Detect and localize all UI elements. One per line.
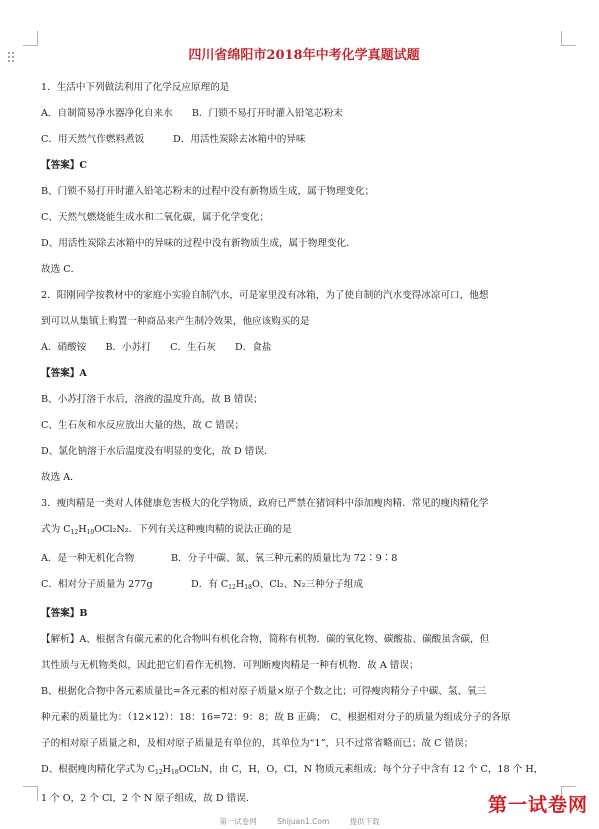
q3-analysis-line2: 其性质与无机物类似，因此把它们看作无机物．可判断瘦肉精是一种有机物．故 A 错误； (41, 660, 419, 671)
q1-explanation-c: C、天然气燃烧能生成水和二氧化碳，属于化学变化； (41, 212, 269, 223)
document-content (41, 46, 567, 805)
crop-mark-bottom-left (23, 786, 38, 801)
footer-download-note: 提供下载 (349, 817, 380, 826)
site-brand-logo: 第一试卷网 (487, 794, 588, 816)
q3-options-ab: A．是一种无机化合物 B．分子中碳、氮、氧三种元素的质量比为 72∶9∶8 (41, 553, 398, 564)
q2-explanation-b: B、小苏打溶于水后，溶液的温度升高，故 B 错误； (41, 394, 263, 405)
q1-explanation-d: D、用活性炭除去冰箱中的异味的过程中没有新物质生成，属于物理变化． (41, 238, 356, 249)
q2-explanation-d: D、氯化钠溶于水后温度没有明显的变化，故 D 错误． (41, 446, 274, 457)
drag-handle-icon[interactable] (8, 52, 16, 66)
crop-mark-top-right (561, 31, 576, 46)
q3-analysis-line6: D、根据瘦肉精化学式为 $C_{12}H_{18}OCl_2N$，由 C，H，O，Cl，N 物质元素组成；每个分子中含有 12 个 C，18 个 H， (41, 764, 544, 776)
q2-options: A．硝酸铵 B．小苏打 C．生石灰 D．食盐 (41, 342, 272, 353)
q1-explanation-b: B、门锁不易打开时灌入铅笔芯粉末的过程中没有新物质生成，属于物理变化； (41, 186, 375, 197)
footer-site-url[interactable]: Shijuan1.Com (277, 817, 330, 826)
document-title: 四川省绵阳市2018年中考化学真题试题 (188, 48, 420, 63)
crop-mark-top-left (23, 31, 38, 46)
footer-site-name: 第一试卷网 (219, 817, 257, 826)
q3-options-cd: C．相对分子质量为 277g D．有 $C_{12}H_{18}O$、Cl₂、N₂三种分子组成 (41, 579, 364, 591)
q3-stem-line1: 3．瘦肉精是一类对人体健康危害极大的化学物质，政府已严禁在猪饲料中添加瘦肉精．常见的瘦肉精化学 (41, 498, 489, 509)
q1-answer: 【答案】C (41, 160, 88, 171)
q3-analysis-line3: B、根据化合物中各元素质量比=各元素的相对原子质量×原子个数之比；可得瘦肉精分子中碳、氢、氧三 (41, 686, 487, 697)
q1-options-row2: C．用天然气作燃料煮饭 D．用活性炭除去冰箱中的异味 (41, 134, 306, 145)
q3-answer: 【答案】B (41, 608, 88, 619)
q1-stem: 1．生活中下列做法利用了化学反应原理的是 (41, 82, 230, 93)
q1-conclusion: 故选 C． (41, 264, 81, 275)
q2-stem-line2: 到可以从集镇上购置一种商品来产生制冷效果，他应该购买的是 (41, 316, 310, 327)
q3-stem-line2: 式为 $C_{12}H_{19}OCl_2N_2$．下列有关这种瘦肉精的说法正确的是 (41, 524, 292, 536)
q2-explanation-c: C、生石灰和水反应放出大量的热，故 C 错误； (41, 420, 245, 431)
q2-conclusion: 故选 A． (41, 472, 80, 483)
q3-analysis-line4: 种元素的质量比为：（12×12）：18：16=72：9：8；故 B 正确； C、根据相对分子的质量为组成分子的各原 (41, 712, 511, 723)
q3-analysis-line1: 【解析】A、根据含有碳元素的化合物叫有机化合物，简称有机物．碳的氧化物、碳酸盐、碳酸虽含碳，但 (41, 634, 490, 645)
q1-options-row1: A．自制简易净水器净化自来水 B．门锁不易打开时灌入铅笔芯粉末 (41, 108, 343, 119)
page-footer (0, 815, 599, 829)
q3-analysis-line7: 1 个 O，2 个 Cl，2 个 N 原子组成，故 D 错误． (41, 793, 256, 804)
q2-stem-line1: 2．阳刚同学按教材中的家庭小实验自制汽水，可是家里没有冰箱，为了使自制的汽水变得冰凉可口，他想 (41, 290, 489, 301)
q3-analysis-line5: 子的相对原子质量之和，及相对原子质量是有单位的，其单位为“1”，只不过常省略而已；故 C 错误； (41, 738, 474, 749)
q2-answer: 【答案】A (41, 368, 87, 379)
